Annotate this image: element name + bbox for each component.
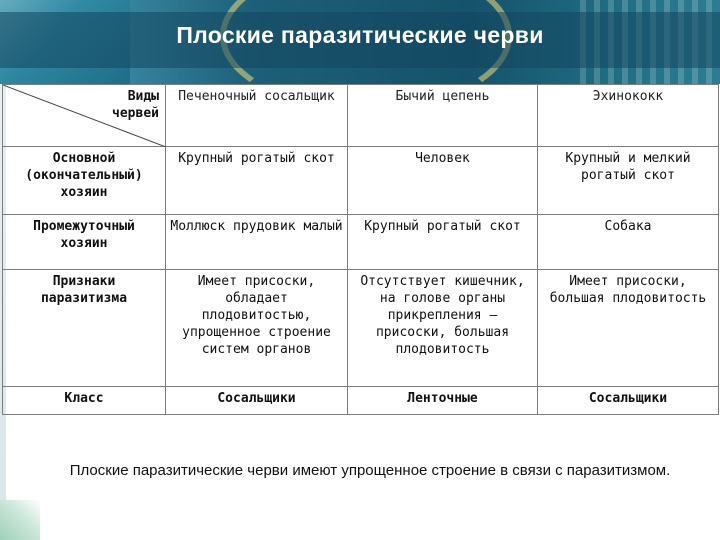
class-cell: Сосальщики <box>166 387 348 415</box>
row-header: Основной (окончательный) хозяин <box>3 147 166 215</box>
row-header: Класс <box>3 387 166 415</box>
table-row <box>3 215 719 270</box>
column-header: Эхинококк <box>538 85 719 147</box>
slide-title: Плоские паразитические черви <box>176 22 544 48</box>
summary-text: Плоские паразитические черви имеют упрощенное строение в связи с паразитизмом. <box>69 462 671 479</box>
table-cell: Собака <box>538 215 719 270</box>
table-cell: Крупный и мелкий рогатый скот <box>538 147 719 215</box>
table-cell: Отсутствует кишечник, на голове органы прикрепления – присоски, большая плодовитость <box>348 270 538 387</box>
table-cell: Имеет присоски, обладает плодовитостью, упрощенное строение систем органов <box>166 270 348 387</box>
table-row <box>3 387 719 415</box>
table-cell: Крупный рогатый скот <box>348 215 538 270</box>
column-header: Печеночный сосальщик <box>166 85 348 147</box>
column-header: Бычий цепень <box>348 85 538 147</box>
table-cell: Крупный рогатый скот <box>166 147 348 215</box>
table-row <box>3 147 719 215</box>
class-cell: Сосальщики <box>538 387 719 415</box>
row-header: Промежуточный хозяин <box>3 215 166 270</box>
table-cell: Имеет присоски, большая плодовитость <box>538 270 719 387</box>
slide-header <box>0 0 720 84</box>
table-cell: Моллюск прудовик малый <box>166 215 348 270</box>
row-header: Признаки паразитизма <box>3 270 166 387</box>
table-cell: Человек <box>348 147 538 215</box>
table-row <box>3 270 719 387</box>
corner-cell <box>3 85 166 147</box>
table-header-row <box>3 85 719 147</box>
comparison-table <box>2 84 719 415</box>
class-cell: Ленточные <box>348 387 538 415</box>
corner-label: Виды червей <box>112 89 159 121</box>
bottom-decoration <box>0 500 40 540</box>
